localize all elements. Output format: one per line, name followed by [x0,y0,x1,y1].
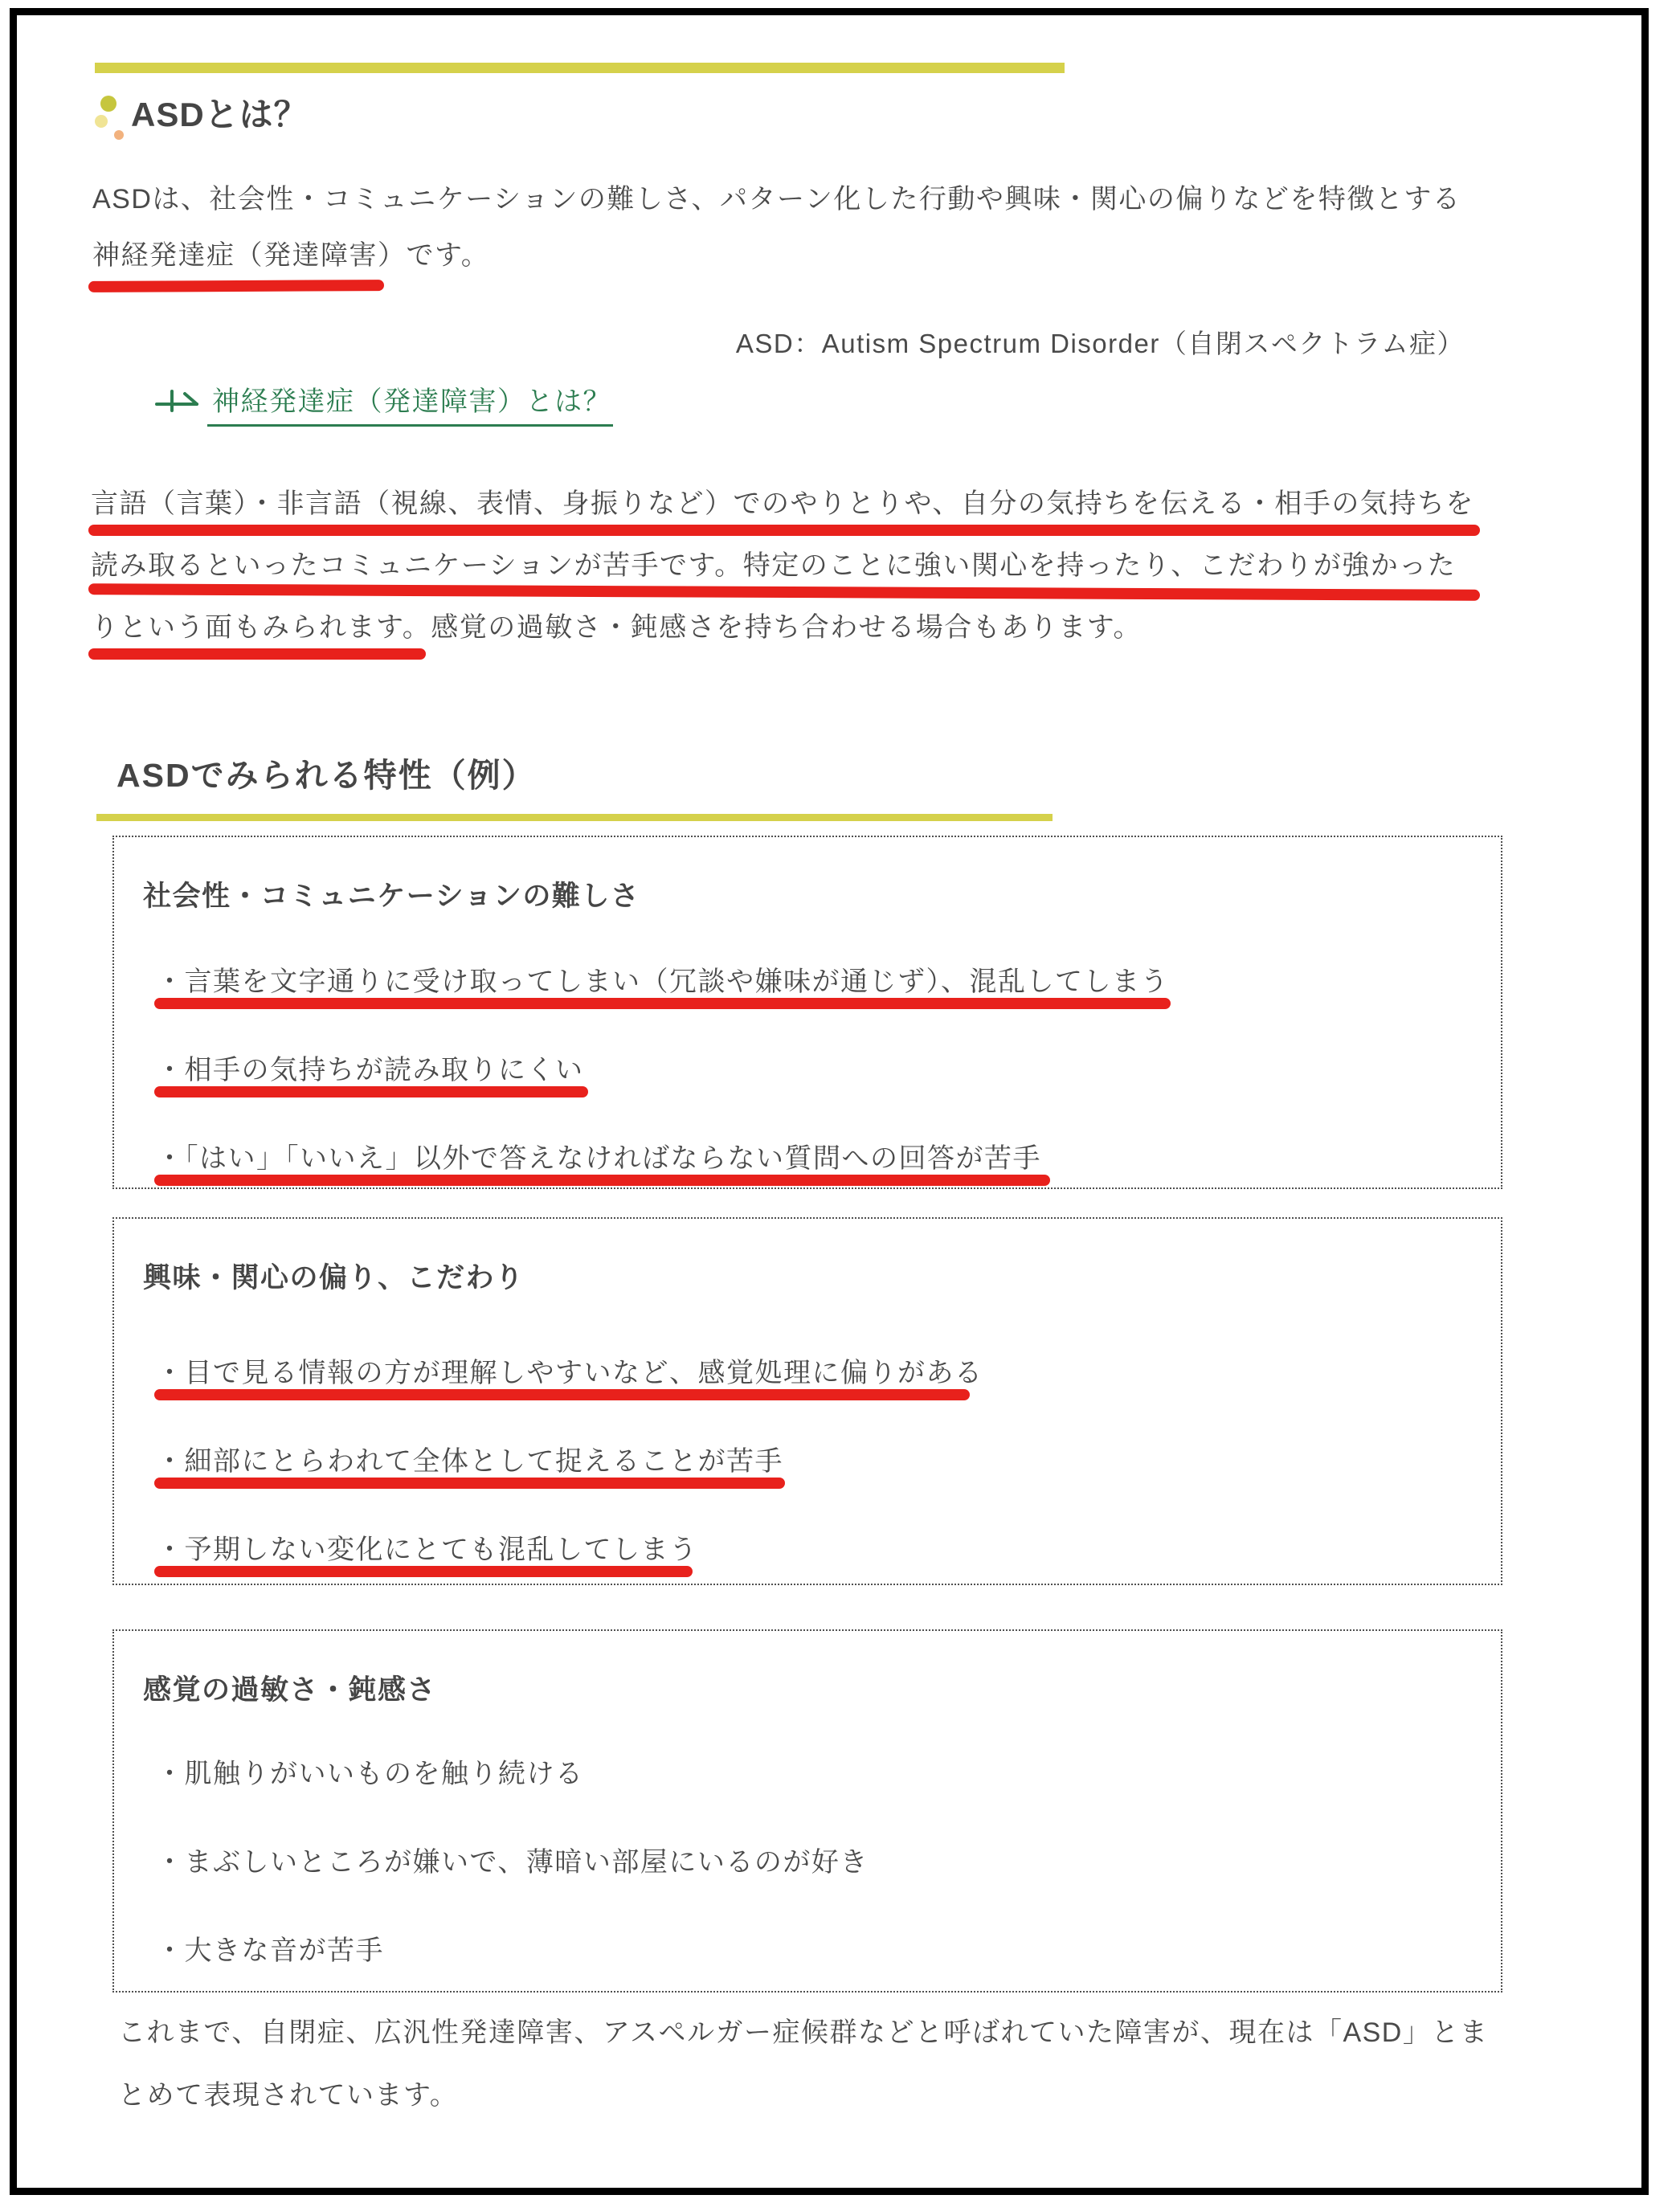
arrow-right-icon[interactable] [153,384,202,418]
top-accent-bar [95,63,1065,73]
link-underline [207,424,613,427]
feature-box-title: 社会性・コミュニケーションの難しさ [143,881,640,912]
red-marker-underline [154,998,1171,1009]
feature-box-title: 興味・関心の偏り、こだわり [143,1262,525,1294]
feature-item: ・まぶしいところが嫌いで、薄暗い部屋にいるのが好き [156,1847,869,1878]
feature-item: ・相手の気持ちが読み取りにくい [156,1055,584,1085]
red-marker-underline [88,525,1480,536]
section-accent-bar [96,814,1053,821]
section-dots-icon [91,87,133,146]
red-marker-underline [154,1389,970,1400]
description-line-1: 言語（言葉）・非言語（視線、表情、身振りなど）でのやりとりや、自分の気持ちを伝える・相手の気持ちを [91,488,1474,519]
feature-item: ・目で見る情報の方が理解しやすいなど、感覚処理に偏りがある [156,1358,983,1388]
page-title: ASDとは？ [131,96,309,133]
feature-item: ・大きな音が苦手 [156,1935,384,1966]
asd-definition-note: ASD：Autism Spectrum Disorder（自閉スペクトラム症） [735,329,1465,358]
feature-item: ・細部にとらわれて全体として捉えることが苦手 [156,1446,783,1477]
red-marker-underline [88,280,384,292]
footer-paragraph-line-2: とめて表現されています。 [118,2080,459,2111]
red-marker-underline [88,648,426,660]
red-marker-underline [154,1478,785,1489]
features-section-title: ASDでみられる特性（例） [116,757,537,794]
red-marker-underline [154,1566,693,1577]
intro-text-line-1: ASDは、社会性・コミュニケーションの難しさ、パターン化した行動や興味・関心の偏りなどを特徴とする [92,184,1461,215]
feature-item: ・言葉を文字通りに受け取ってしまい（冗談や嫌味が通じず）、混乱してしまう [156,967,1169,997]
red-marker-underline [154,1086,588,1097]
feature-item: ・肌触りがいいものを触り続ける [156,1759,584,1789]
intro-text-line-2: 神経発達症（発達障害）です。 [92,240,490,271]
feature-box-interests [112,1217,1502,1585]
feature-item: ・予期しない変化にとても混乱してしまう [156,1535,698,1565]
red-marker-underline [154,1175,1050,1186]
description-line-2: 読み取るといったコミュニケーションが苦手です。特定のことに強い関心を持ったり、こだわりが強かった [91,550,1457,581]
footer-paragraph-line-1: これまで、自閉症、広汎性発達障害、アスペルガー症候群などと呼ばれていた障害が、現在は「ASD」とま [118,2017,1489,2048]
feature-box-social [112,836,1502,1189]
feature-box-sensory [112,1629,1502,1993]
description-line-3: りという面もみられます。感覚の過敏さ・鈍感さを持ち合わせる場合もあります。 [91,612,1142,643]
feature-item: ・「はい」「いいえ」以外で答えなければならない質問への回答が苦手 [156,1143,1041,1174]
related-link[interactable]: 神経発達症（発達障害）とは？ [212,386,611,417]
feature-box-title: 感覚の過敏さ・鈍感さ [143,1674,437,1706]
